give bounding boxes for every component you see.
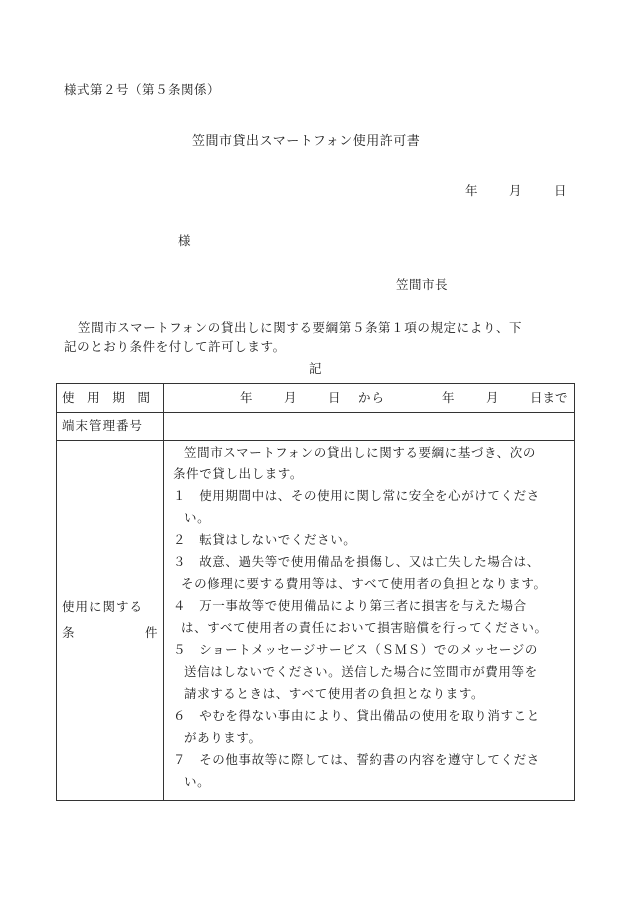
intro-line: 笠間市スマートフォンの貸出しに関する要綱第５条第１項の規定により、下 [78, 320, 523, 335]
condition-line: があります。 [184, 730, 262, 745]
period-label-char: 間 [137, 389, 150, 405]
date-day-label: 日 [554, 183, 567, 198]
condition-line: その修理に要する費用等は、すべて使用者の負担となります。 [181, 576, 547, 591]
period-from: から [358, 390, 386, 405]
form-number: 様式第２号（第５条関係） [64, 82, 221, 97]
condition-line: １ 使用期間中は、その使用に関し常に安全を心がけてくださ [173, 488, 540, 503]
device-value-cell[interactable] [164, 413, 575, 441]
condition-line: 笠間市スマートフォンの貸出しに関する要綱に基づき、次の [184, 445, 536, 460]
period-month1: 月 [284, 390, 297, 405]
conditions-label-jo: 条 [62, 625, 75, 640]
period-year2: 年 [442, 390, 455, 405]
table-row [57, 384, 575, 413]
condition-line: ３ 故意、過失等で使用備品を損傷し、又は亡失した場合は、 [173, 554, 540, 569]
addressee-suffix: 様 [178, 233, 191, 248]
document-title: 笠間市貸出スマートフォン使用許可書 [192, 134, 421, 149]
table-row [57, 441, 575, 801]
period-value-cell [164, 384, 575, 413]
period-until: 日まで [530, 390, 568, 405]
condition-line: 送信はしないでください。送信した場合に笠間市が費用等を [184, 664, 538, 679]
intro-line: 記のとおり条件を付して許可します。 [64, 339, 286, 354]
period-label-char: 期 [112, 389, 125, 405]
condition-line: 請求するときは、すべて使用者の負担となります。 [184, 686, 485, 701]
condition-line: い。 [184, 510, 211, 525]
condition-line: ２ 転貸はしないでください。 [173, 532, 357, 547]
condition-line: は、すべて使用者の責任において損害賠償を行ってください。 [181, 620, 548, 635]
period-day1: 日 [328, 390, 341, 405]
condition-line: 条件で貸し出します。 [173, 466, 304, 481]
table-row [57, 413, 575, 441]
permit-table [56, 383, 575, 801]
period-label-char: 用 [87, 389, 100, 405]
ki-heading: 記 [309, 361, 322, 376]
condition-line: ７ その他事故等に際しては、誓約書の内容を遵守してくださ [173, 752, 540, 767]
issuer: 笠間市長 [396, 277, 449, 292]
period-label-char: 使 [62, 389, 75, 405]
condition-line: ５ ショートメッセージサービス（ＳＭＳ）でのメッセージの [173, 642, 538, 657]
period-year1: 年 [240, 390, 253, 405]
condition-line: ６ やむを得ない事由により、貸出備品の使用を取り消すこと [173, 708, 540, 723]
date-month-label: 月 [509, 183, 522, 198]
period-month2: 月 [486, 390, 499, 405]
condition-line: い。 [184, 774, 211, 789]
conditions-label-line1: 使用に関する [62, 599, 144, 614]
period-label-cell [57, 384, 164, 413]
device-label-cell: 端末管理番号 [57, 413, 164, 441]
conditions-label-ken: 件 [145, 625, 158, 640]
conditions-label-cell [57, 441, 164, 801]
condition-line: ４ 万一事故等で使用備品により第三者に損害を与えた場合 [173, 598, 527, 613]
date-year-label: 年 [465, 183, 478, 198]
conditions-cell [164, 441, 575, 801]
